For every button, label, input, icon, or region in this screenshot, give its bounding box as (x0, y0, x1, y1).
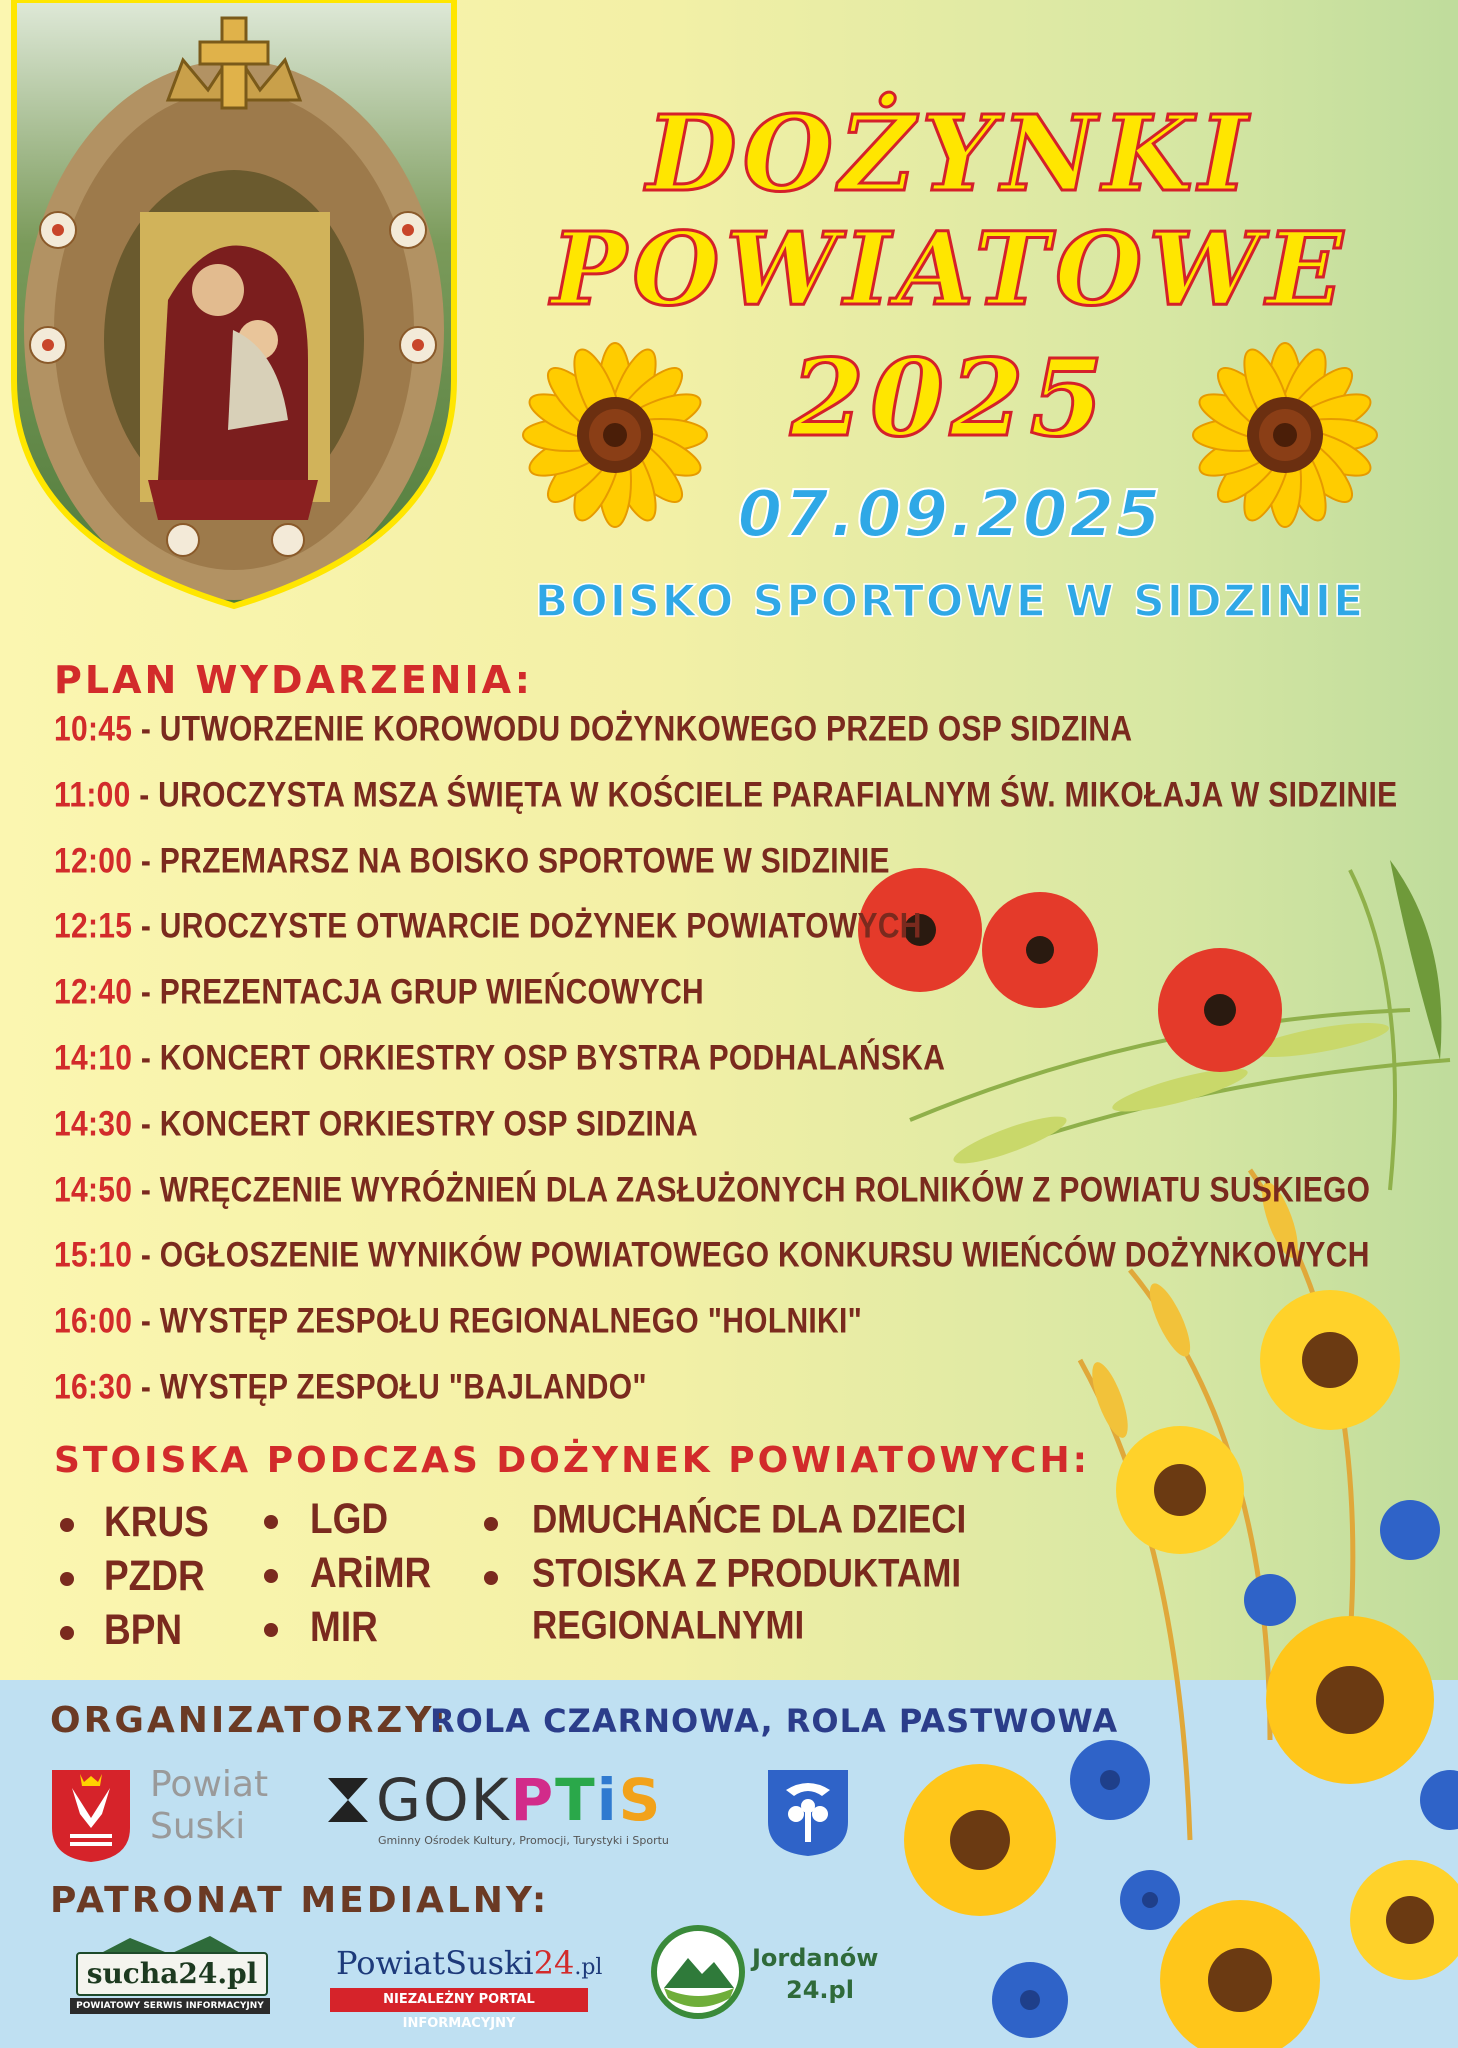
gok-logo-i: i (596, 1766, 619, 1834)
ps24-part-c: 24 (533, 1944, 575, 1982)
plan-item-text: - WYSTĘP ZESPOŁU "BAJLANDO" (132, 1367, 647, 1407)
plan-item (54, 1368, 1354, 1446)
bullet-icon (484, 1571, 498, 1585)
plan-item-time: 11:00 (54, 775, 131, 815)
powiat-suski-logo-line2: Suski (150, 1806, 246, 1847)
stand-item-continued: REGIONALNYMI (532, 1603, 805, 1648)
plan-item-text: - PRZEMARSZ NA BOISKO SPORTOWE W SIDZINIE (132, 841, 890, 881)
stands-heading: STOISKA PODCZAS DOŻYNEK POWIATOWYCH: (54, 1440, 1090, 1481)
plan-item-time: 16:30 (54, 1367, 133, 1407)
event-date: 07.09.2025 (737, 478, 1163, 552)
organizers-value: ROLA CZARNOWA, ROLA PASTWOWA (430, 1702, 1119, 1740)
organizers-label: ORGANIZATORZY: (50, 1700, 449, 1741)
plan-item-time: 12:15 (54, 907, 133, 947)
stand-item: LGD (310, 1495, 389, 1543)
powiatsuski24-logo-name (336, 1944, 602, 1982)
bullet-icon (264, 1515, 278, 1529)
bullet-icon (60, 1626, 74, 1640)
sucha24-logo-caption: POWIATOWY SERWIS INFORMACYJNY (70, 1998, 270, 2014)
gok-logo-s: S (618, 1766, 663, 1834)
gmina-crest-icon (766, 1768, 850, 1858)
ps24-part-b: Suski (445, 1944, 534, 1982)
plan-item-text: - PREZENTACJA GRUP WIEŃCOWYCH (132, 973, 705, 1013)
stand-item: STOISKA Z PRODUKTAMI (532, 1551, 962, 1596)
gok-logo-text (376, 1766, 662, 1834)
plan-item-time: 12:40 (54, 973, 133, 1013)
plan-item-text: - UTWORZENIE KOROWODU DOŻYNKOWEGO PRZED OSP SIDZINA (132, 710, 1133, 749)
powiat-suski-crest-icon (50, 1768, 132, 1864)
plan-item-time: 14:50 (54, 1170, 133, 1210)
plan-item-text: - KONCERT ORKIESTRY OSP SIDZINA (132, 1104, 699, 1144)
gok-logo-p: P (510, 1766, 556, 1834)
plan-item-text: - KONCERT ORKIESTRY OSP BYSTRA PODHALAŃSKA (132, 1038, 946, 1078)
stand-item: KRUS (104, 1498, 209, 1546)
plan-item-time: 15:10 (54, 1236, 133, 1276)
plan-item-text: - WRĘCZENIE WYRÓŻNIEŃ DLA ZASŁUŻONYCH ROLNIKÓW Z POWIATU SUSKIEGO (132, 1170, 1371, 1210)
title-line-2: POWIATOWE (551, 210, 1349, 328)
patronage-label: PATRONAT MEDIALNY: (50, 1880, 550, 1921)
event-venue: BOISKO SPORTOWE W SIDZINIE (534, 576, 1366, 627)
bullet-icon (60, 1572, 74, 1586)
plan-item-time: 14:10 (54, 1038, 133, 1078)
gok-hourglass-icon (326, 1776, 370, 1824)
ps24-part-a: Powiat (336, 1944, 446, 1982)
sucha24-logo-name: sucha24.pl (76, 1952, 268, 1996)
title-line-1: DOŻYNKI (646, 92, 1254, 215)
plan-item-text: - WYSTĘP ZESPOŁU REGIONALNEGO "HOLNIKI" (132, 1302, 863, 1342)
plan-heading: PLAN WYDARZENIA: (54, 658, 533, 702)
gok-logo-caption: Gminny Ośrodek Kultury, Promocji, Turystyki i Sportu (378, 1834, 669, 1847)
stand-item: MIR (310, 1603, 378, 1651)
plan-list (54, 710, 1398, 1434)
bullet-icon (264, 1623, 278, 1637)
stand-item: BPN (104, 1606, 183, 1654)
jordanow24-logo-line2: 24.pl (786, 1976, 854, 2004)
stand-item: DMUCHAŃCE DLA DZIECI (532, 1497, 967, 1542)
plan-item-time: 12:00 (54, 841, 133, 881)
plan-item-text: - UROCZYSTA MSZA ŚWIĘTA W KOŚCIELE PARAFIALNYM ŚW. MIKOŁAJA W SIDZINIE (130, 775, 1398, 815)
stand-item: PZDR (104, 1552, 205, 1600)
plan-item-time: 10:45 (54, 710, 133, 749)
plan-item-time: 14:30 (54, 1104, 133, 1144)
bullet-icon (484, 1517, 498, 1531)
plan-item-text: - OGŁOSZENIE WYNIKÓW POWIATOWEGO KONKURSU WIEŃCÓW DOŻYNKOWYCH (132, 1236, 1370, 1276)
title-year: 2025 (790, 335, 1110, 460)
plan-item-text: - UROCZYSTE OTWARCIE DOŻYNEK POWIATOWYCH (132, 907, 922, 947)
plan-item-time: 16:00 (54, 1302, 133, 1342)
powiatsuski24-logo-caption: NIEZALEŻNY PORTAL INFORMACYJNY (330, 1988, 588, 2012)
stand-item: ARiMR (310, 1549, 432, 1597)
bullet-icon (60, 1518, 74, 1532)
ps24-part-d: .pl (574, 1955, 603, 1980)
gok-logo-t: T (555, 1766, 597, 1834)
bullet-icon (264, 1569, 278, 1583)
powiat-suski-logo-line1: Powiat (150, 1764, 269, 1805)
jordanow24-logo-line1: Jordanów (752, 1944, 879, 1972)
harvest-wreath-image (8, 0, 460, 612)
jordanow24-logo-icon (650, 1924, 746, 2020)
gok-logo-prefix: GOK (376, 1766, 511, 1834)
